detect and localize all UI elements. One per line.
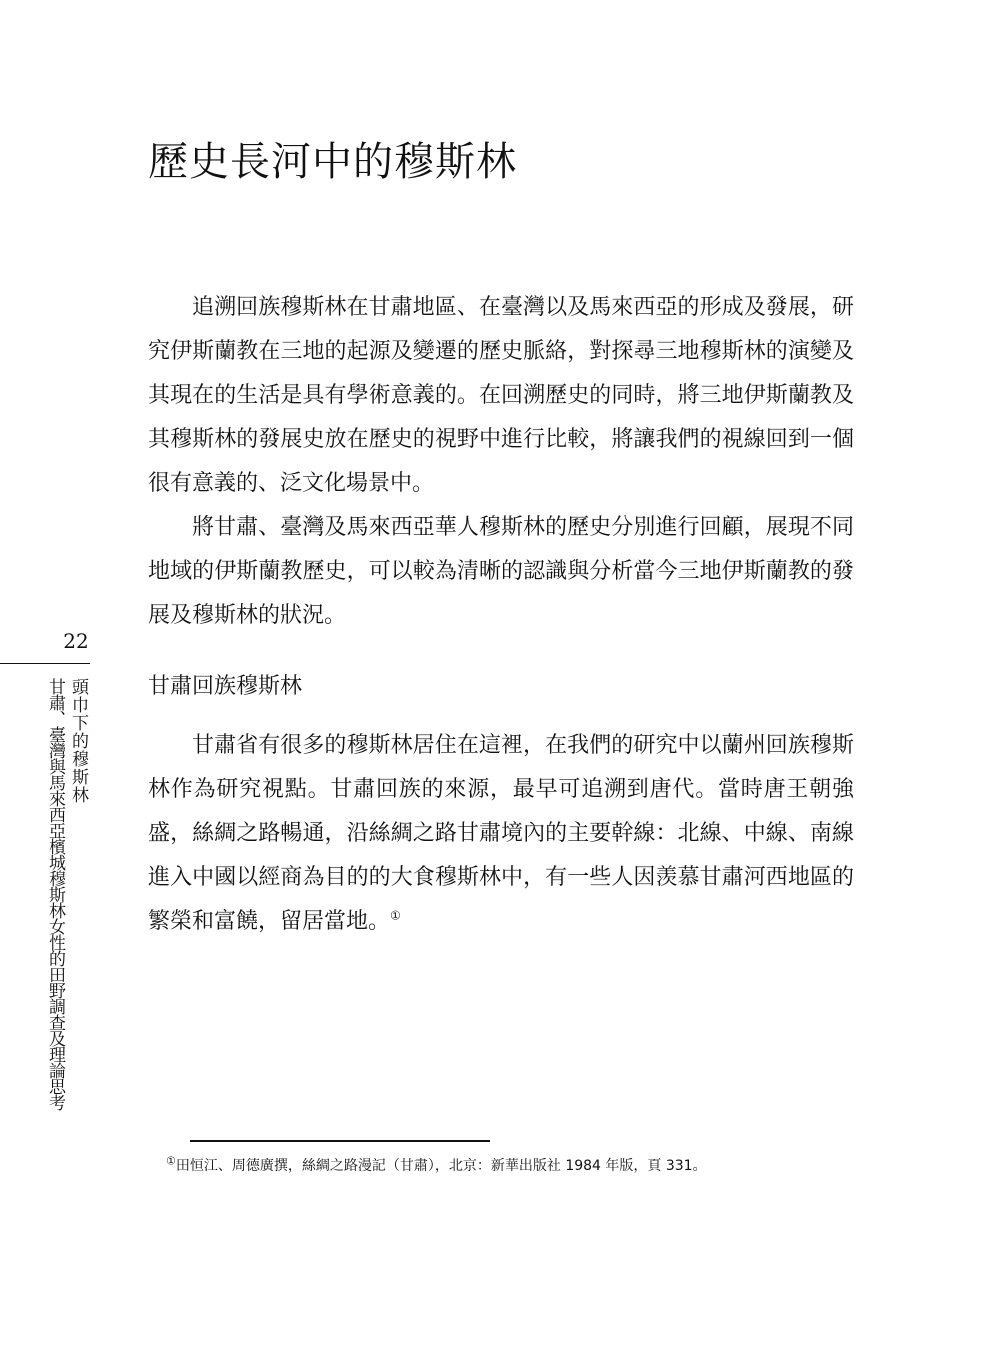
- paragraph-text: 甘肅省有很多的穆斯林居住在這裡，在我們的研究中以蘭州回族穆斯林作為研究視點。甘肅回族的來源，最早可追溯到唐代。當時唐王朝強盛，絲綢之路暢通，沿絲綢之路甘肅境內的主要幹線：北線、中線、南線進入中國以經商為目的的大食穆斯林中，有一些人因羡慕甘肅河西地區的繁榮和富饒，留居當地。: [148, 733, 854, 934]
- page-number: 22: [63, 629, 89, 653]
- section-heading: 甘肅回族穆斯林: [148, 674, 303, 699]
- footnote: [166, 1155, 707, 1177]
- paragraph: [148, 724, 854, 944]
- margin-rule: [0, 663, 90, 664]
- paragraph: 追溯回族穆斯林在甘肅地區、在臺灣以及馬來西亞的形成及發展，研究伊斯蘭教在三地的起源及變遷的歷史脈絡，對探尋三地穆斯林的演變及其現在的生活是具有學術意義的。在回溯歷史的同時，將三地伊斯蘭教及其穆斯林的發展史放在歷史的視野中進行比較，將讓我們的視線回到一個很有意義的、泛文化場景中。: [148, 295, 854, 496]
- intro-text: [148, 286, 854, 638]
- footnote-reference[interactable]: ①: [390, 908, 401, 923]
- footnote-text: 田恒江、周德廣撰，絲綢之路漫記（甘肅），北京：新華出版社 1984 年版，頁 331。: [175, 1158, 707, 1174]
- running-title: 頭巾下的穆斯林: [68, 678, 88, 804]
- running-subtitle: 甘肅、臺灣與馬來西亞檳城穆斯林女性的田野調查及理論思考: [45, 678, 65, 1110]
- chapter-title: 歷史長河中的穆斯林: [148, 139, 517, 185]
- section-text: [148, 724, 854, 944]
- footnote-marker: ①: [166, 1154, 176, 1168]
- paragraph: 將甘肅、臺灣及馬來西亞華人穆斯林的歷史分別進行回顧，展現不同地域的伊斯蘭教歷史，可以較為清晰的認識與分析當今三地伊斯蘭教的發展及穆斯林的狀況。: [148, 515, 854, 628]
- footnote-divider: [190, 1140, 490, 1142]
